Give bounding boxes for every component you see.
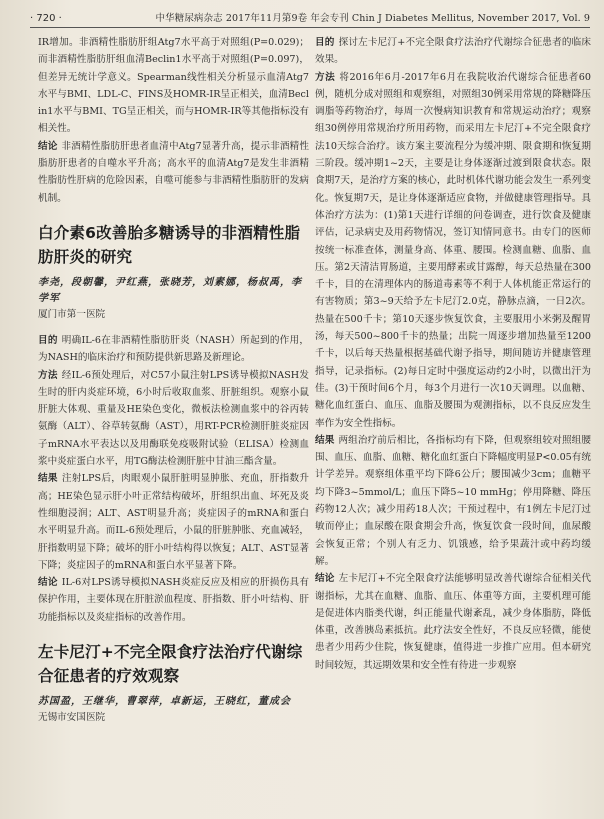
section-lead: 目的 (315, 37, 335, 48)
section-lead: 结果 (38, 473, 58, 485)
section-text: 非酒精性脂肪肝患者血清中Atg7显著升高，提示非酒精性脂肪肝患者的自噬水平升高；高水平的血清Atg7是发生非酒精性脂肪性肝病的危险因素，自噬可能参与非酒精性脂肪肝的发病机制。 (38, 140, 309, 204)
section-text: IL-6对LPS诱导模拟NASH炎症反应及相应的肝损伤具有保护作用，主要体现在肝脏淤血程度、肝指数、肝小叶结构、肝功能指标以及炎症指标的改善作用。 (38, 577, 309, 623)
left-column (38, 34, 309, 735)
section-text: 经IL-6预处理后，对C57小鼠注射LPS诱导模拟NASH发生时的肝内炎症环境，6小时后收取血浆、肝脏组织。观察小鼠肝脏大体观、重量及HE染色变化，微板法检测血浆中的谷丙转氨酶（ALT）、谷草转氨酶（AST），用RT-PCR检测肝脏炎症因子mRNA水平表达以及用酶联免疫吸附试验（ELISA）检测血浆中炎症蛋白水平，用TG酶法检测肝脏中甘油三酯含量。 (38, 369, 310, 468)
section-text: 左卡尼汀+不完全限食疗法能够明显改善代谢综合征相关代谢指标，尤其在血糖、血脂、血压、体重等方面，主要机理可能是促进体内脂类代谢，纠正能量代谢紊乱，减少身体脂肪，降低体重，改善胰岛素抵抗。此疗法安全性好，不良反应轻微，能使患者少用药少住院，恢复健康，值得进一步推广应用。但本研究时间较短，其远期效果和安全性有待进一步观察 (315, 573, 592, 671)
section-lead: 结果 (315, 434, 335, 446)
methods-paragraph (38, 367, 309, 471)
section-text: 注射LPS后，肉眼观小鼠肝脏明显肿胀、充血，肝指数升高；HE染色显示肝小叶正常结构破坏，肝组织出血、坏死及炎性细胞浸润；ALT、AST明显升高；炎症因子的mRNA和蛋白水平明显升高。而IL-6预处理后，小鼠的肝脏肿胀、充血减轻，肝指数明显下降；破坏的肝小叶结构得以恢复；ALT、AST显著下降；炎症因子的mRNA和蛋白水平显著下降。 (38, 473, 309, 571)
methods-paragraph (315, 69, 591, 432)
results-paragraph (38, 470, 309, 574)
section-lead: 方法 (38, 369, 58, 381)
section-lead: 目的 (38, 334, 58, 346)
purpose-paragraph (315, 34, 591, 69)
article-affiliation: 厦门市第一医院 (38, 308, 106, 320)
section-text: 探讨左卡尼汀+不完全限食疗法治疗代谢综合征患者的临床效果。 (315, 37, 592, 66)
results-paragraph (315, 432, 591, 570)
section-lead: 结论 (315, 573, 335, 585)
article-authors: 苏国盈，王继华，曹翠萍，卓新运，王晓红，董成会 (38, 696, 291, 708)
article-affiliation: 无锡市安国医院 (38, 712, 106, 724)
journal-running-title: 中华糖尿病杂志 2017年11月第9卷 年会专刊 Chin J Diabetes Mellitus, November 2017, Vol. 9 (155, 13, 590, 24)
section-text: 明确IL-6在非酒精性脂肪肝炎（NASH）所起到的作用，为NASH的临床治疗和预防提供新思路及新理论。 (38, 334, 309, 364)
section-lead: 结论 (38, 140, 58, 152)
page-number: · 720 · (30, 13, 62, 24)
page-header (30, 6, 590, 28)
section-text: 将2016年6月-2017年6月在我院收治代谢综合征患者60例，随机分成对照组和观察组，对照组30例采用常规的降糖降压调脂等药物治疗，每周一次慢病知识教育和常规运动治疗；观察组30例停用常规治疗所用药物，而采用左卡尼汀+不完全限食疗法10天综合治疗。该方案主要流程分为缓冲期、限食期和恢复期三阶段。缓冲期1~2天，主要是让身体逐渐过渡到限食状态。限食期7天，是治疗方案的核心，此时机体代谢功能会发生一系列变化。恢复期7天，是让身体逐渐适应食物，并做健康管理指导。具体治疗方法为：(1)第1天进行详细的问卷调查，进行饮食及健康评估，记录病史及用药物情况，签订知情同意书。由专门的医师按统一标准查体，测量身高、体重、腰围。检测血糖、血脂、血压。第2天清洁胃肠道，主要用酵素或甘露醇，每天总热量在300千卡，目的在清理体内的肠道毒素等不利于人体机能正常运行的有害物质；第3~9天给予左卡尼汀2.0克，静脉点滴，一日2次。热量在500千卡；第10天逐步恢复饮食，主要服用小米粥及醒胃汤，每天500~800千卡的热量；出院一周逐步增加热量至1200千卡，以后每天热量根据基础代谢予指导，期间随访并健康管理指导，记录指标。(2)每日定时中强度运动约2小时，以微出汗为佳。(3)干预时间6个月，每3个月进行一次10天调理。以血糖、糖化血红蛋白、血压、血脂及腰围为观测指标，以不良反应发生率作为安全性指标。 (315, 71, 591, 429)
conclusion-paragraph (315, 570, 591, 674)
section-text: 两组治疗前后相比，各指标均有下降，但观察组较对照组腰围、血压、血脂、血糖、糖化血红蛋白下降幅度明显P<0.05有统计学差异。观察组体重平均下降6公斤；腰围减少3cm；血糖平均下降3~5mmol/L；血压下降5~10 mmHg；停用降糖、降压药物12人次；减少用药18人次；干预过程中，有1例左卡尼汀过敏而停止；血尿酸在限食期会升高，恢复饮食一段时间，血尿酸会恢复正常；个别人有乏力、饥饿感，给予果蔬汁或中药均缓解。 (315, 434, 591, 567)
prev-conclusion (38, 138, 309, 207)
conclusion-paragraph (38, 574, 309, 626)
right-column (315, 34, 591, 674)
intro-paragraph: IR增加。非酒精性脂肪肝组Atg7水平高于对照组(P=0.029)；而非酒精性脂肪肝组血清Beclin1水平高于对照组(P=0.097)，但差异无统计学意义。Spearman线性相关分析显示血清Atg7水平与BMI、LDL-C、FINS及HOMR-IR呈正相关，血清Beclin1水平与BMI、TG呈正相关，而与HOMR-IR等其他指标没有相关性。 (38, 37, 309, 135)
section-lead: 结论 (38, 577, 58, 589)
article-title: 白介素6改善胎多糖诱导的非酒精性脂肪肝炎的研究 (38, 223, 301, 266)
article-title: 左卡尼汀+不完全限食疗法治疗代谢综合征患者的疗效观察 (38, 643, 303, 686)
purpose-paragraph (38, 332, 309, 367)
section-lead: 方法 (315, 71, 336, 83)
article-authors: 李尧，段朝馨，尹红燕，张晓芳，刘素娜，杨叔禹，李学军 (38, 276, 302, 304)
